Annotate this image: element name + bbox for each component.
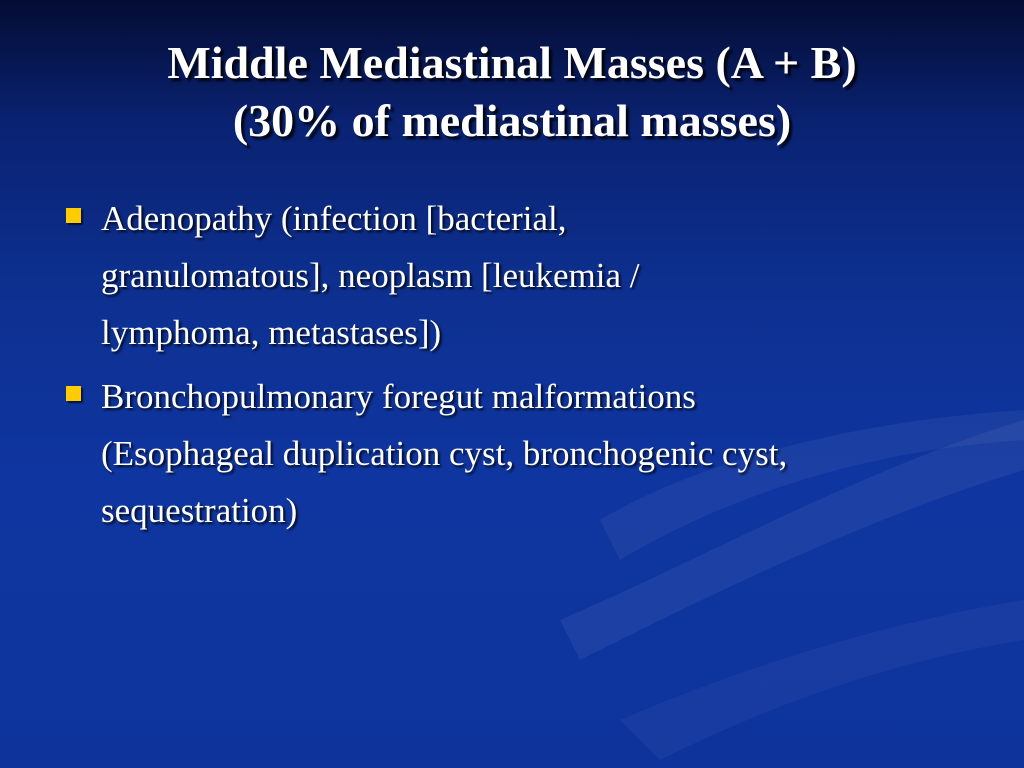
bullet-line: sequestration) xyxy=(101,491,298,530)
bullet-list xyxy=(64,190,984,546)
yellow-square-bullet-icon xyxy=(66,208,81,223)
slide-title xyxy=(40,34,984,150)
bullet-item-adenopathy xyxy=(64,190,984,361)
bullet-line: (Esophageal duplication cyst, bronchogenic cyst, xyxy=(101,434,788,473)
bullet-line: lymphoma, metastases]) xyxy=(101,313,442,352)
title-line-2: (30% of mediastinal masses) xyxy=(232,95,792,146)
bullet-line: granulomatous], neoplasm [leukemia / xyxy=(101,256,640,295)
bullet-line: Adenopathy (infection [bacterial, xyxy=(101,199,567,238)
bullet-line: Bronchopulmonary foregut malformations xyxy=(101,377,696,416)
bullet-item-bronchopulmonary xyxy=(64,368,984,539)
title-line-1: Middle Mediastinal Masses (A + B) xyxy=(167,37,857,88)
yellow-square-bullet-icon xyxy=(66,386,81,401)
